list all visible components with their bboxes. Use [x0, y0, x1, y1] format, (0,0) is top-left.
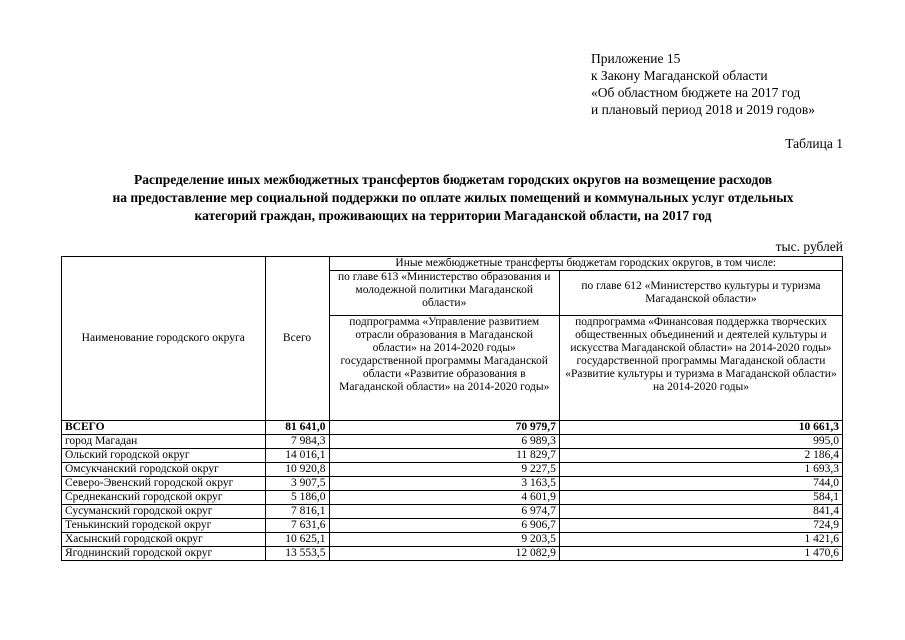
row-ch613: 9 227,5 [329, 463, 559, 477]
row-ch612: 724,9 [559, 519, 842, 533]
row-ch613: 9 203,5 [329, 533, 559, 547]
row-ch612: 995,0 [559, 435, 842, 449]
row-ch612: 744,0 [559, 477, 842, 491]
row-name: Сусуманский городской округ [62, 505, 266, 519]
table-row [62, 505, 843, 519]
table-row [62, 449, 843, 463]
appendix-header [591, 50, 815, 118]
header-sub613: подпрограмма «Управление развитием отрасли образования в Магаданской области» на 2014-2020 годы» государственной программы Магаданской области «Развитие образования в Магаданской области» на 2014-2020 годы» [329, 316, 559, 421]
row-total: 5 186,0 [265, 491, 329, 505]
header-group: Иные межбюджетные трансферты бюджетам городских округов, в том числе: [329, 257, 842, 271]
row-name: Омсукчанский городской округ [62, 463, 266, 477]
row-ch613: 12 082,9 [329, 547, 559, 561]
row-name: Тенькинский городской округ [62, 519, 266, 533]
row-name: Северо-Эвенский городской округ [62, 477, 266, 491]
row-ch612: 841,4 [559, 505, 842, 519]
header-total-col: Всего [265, 257, 329, 421]
table-row [62, 491, 843, 505]
appendix-line: Приложение 15 [591, 51, 681, 66]
total-name: ВСЕГО [62, 421, 266, 435]
header-name-col: Наименование городского округа [62, 257, 266, 421]
row-name: Среднеканский городской округ [62, 491, 266, 505]
row-ch613: 3 163,5 [329, 477, 559, 491]
row-name: Хасынский городской округ [62, 533, 266, 547]
title-line: на предоставление мер социальной поддержки по оплате жилых помещений и коммунальных услуг отдельных [112, 190, 794, 205]
title-line: Распределение иных межбюджетных трансфертов бюджетам городских округов на возмещение расходов [133, 172, 773, 187]
row-total: 7 816,1 [265, 505, 329, 519]
row-name: Ольский городской округ [62, 449, 266, 463]
row-total: 13 553,5 [265, 547, 329, 561]
header-ch613: по главе 613 «Министерство образования и молодежной политики Магаданской области» [329, 271, 559, 316]
title-line: категорий граждан, проживающих на территории Магаданской области, на 2017 год [194, 208, 712, 223]
row-ch612: 1 693,3 [559, 463, 842, 477]
table-row [62, 533, 843, 547]
header-sub612: подпрограмма «Финансовая поддержка творческих общественных объединений и деятелей культуры и искусства Магаданской области» на 2014-2020 годы» государственной программы Магаданской области «Развитие культуры и туризма в Магаданской области» на 2014-2020 годы» [559, 316, 842, 421]
header-ch612: по главе 612 «Министерство культуры и туризма Магаданской области» [559, 271, 842, 316]
row-total: 7 984,3 [265, 435, 329, 449]
row-total: 10 625,1 [265, 533, 329, 547]
row-ch612: 1 470,6 [559, 547, 842, 561]
row-name: Ягоднинский городской округ [62, 547, 266, 561]
table-label: Таблица 1 [785, 136, 843, 151]
appendix-line: к Закону Магаданской области [591, 68, 768, 83]
table-row [62, 463, 843, 477]
transfers-table [61, 256, 843, 561]
total-ch612: 10 661,3 [559, 421, 842, 435]
document-title [40, 171, 866, 225]
row-ch613: 11 829,7 [329, 449, 559, 463]
table-row [62, 435, 843, 449]
row-ch612: 584,1 [559, 491, 842, 505]
table-row [62, 547, 843, 561]
row-ch613: 4 601,9 [329, 491, 559, 505]
row-total: 3 907,5 [265, 477, 329, 491]
row-ch612: 2 186,4 [559, 449, 842, 463]
row-ch613: 6 989,3 [329, 435, 559, 449]
row-total: 10 920,8 [265, 463, 329, 477]
row-ch612: 1 421,6 [559, 533, 842, 547]
row-name: город Магадан [62, 435, 266, 449]
row-ch613: 6 906,7 [329, 519, 559, 533]
table-row [62, 519, 843, 533]
table-row [62, 477, 843, 491]
total-ch613: 70 979,7 [329, 421, 559, 435]
units-label: тыс. рублей [775, 239, 843, 254]
header-row [62, 257, 843, 271]
row-total: 7 631,6 [265, 519, 329, 533]
appendix-line: «Об областном бюджете на 2017 год [591, 85, 801, 100]
row-ch613: 6 974,7 [329, 505, 559, 519]
total-value: 81 641,0 [265, 421, 329, 435]
row-total: 14 016,1 [265, 449, 329, 463]
appendix-line: и плановый период 2018 и 2019 годов» [591, 102, 816, 117]
total-row [62, 421, 843, 435]
